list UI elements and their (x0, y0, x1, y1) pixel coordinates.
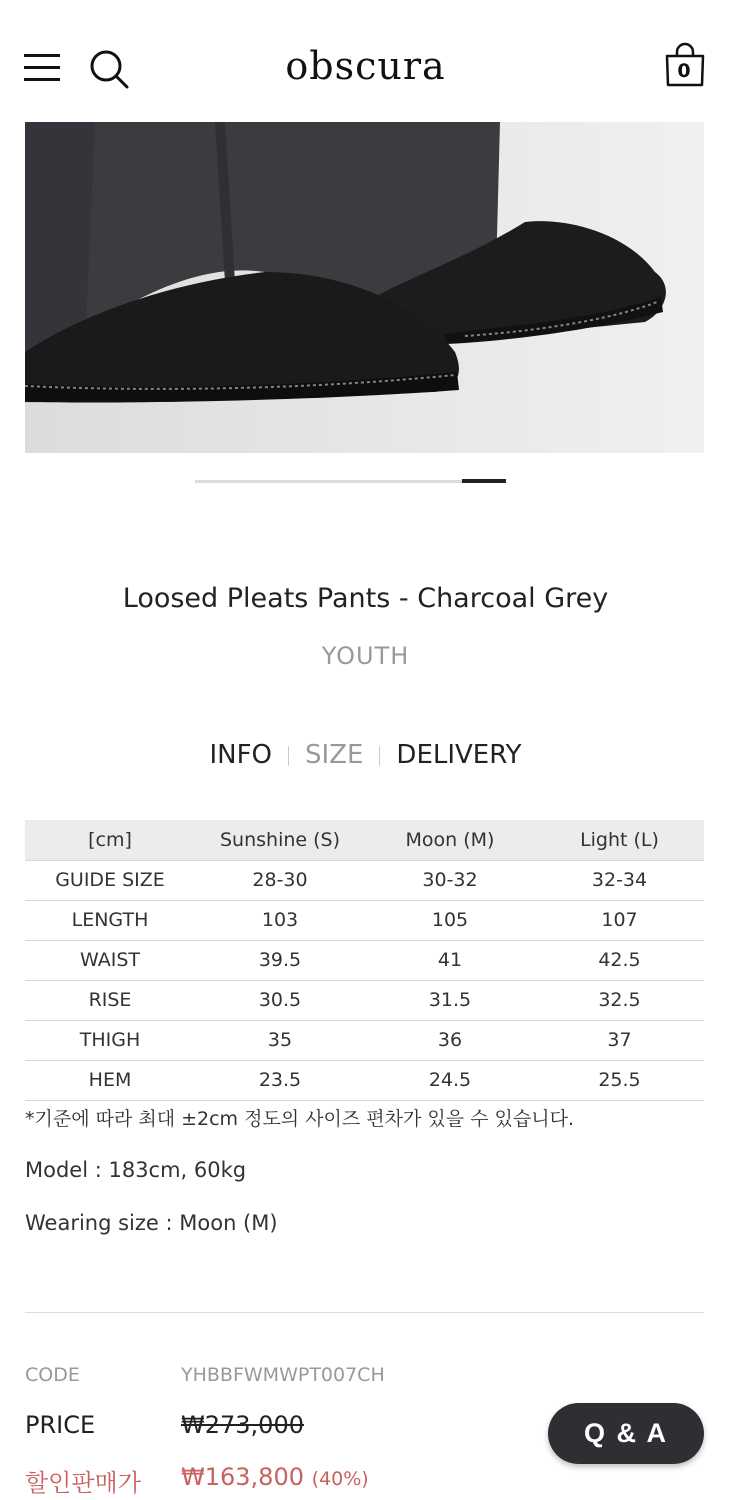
product-brand[interactable]: YOUTH (321, 642, 410, 670)
table-cell: 32.5 (535, 980, 704, 1020)
table-cell: HEM (25, 1060, 195, 1100)
tab-delivery[interactable]: DELIVERY (396, 740, 522, 770)
header (0, 0, 731, 122)
table-cell: 31.5 (365, 980, 535, 1020)
table-row (25, 1020, 704, 1060)
size-table-header-cell: Moon (M) (365, 820, 535, 860)
sale-price: ₩163,800 (181, 1463, 304, 1491)
table-cell: THIGH (25, 1020, 195, 1060)
table-cell: WAIST (25, 940, 195, 980)
size-table-header-cell: [cm] (25, 820, 195, 860)
model-info: Model : 183cm, 60kg (25, 1158, 247, 1182)
table-row (25, 860, 704, 900)
table-cell: 105 (365, 900, 535, 940)
table-cell: 30.5 (195, 980, 365, 1020)
code-label: CODE (25, 1364, 80, 1386)
table-cell: 107 (535, 900, 704, 940)
size-table-header (25, 820, 704, 860)
product-tabs (0, 740, 731, 770)
table-cell: 36 (365, 1020, 535, 1060)
table-row (25, 980, 704, 1020)
size-table-header-cell: Light (L) (535, 820, 704, 860)
table-cell: LENGTH (25, 900, 195, 940)
original-price: ₩273,000 (181, 1411, 304, 1439)
table-cell: 37 (535, 1020, 704, 1060)
table-cell: 103 (195, 900, 365, 940)
size-note: *기준에 따라 최대 ±2cm 정도의 사이즈 편차가 있을 수 있습니다. (25, 1108, 575, 1130)
table-row (25, 900, 704, 940)
table-cell: 42.5 (535, 940, 704, 980)
code-value: YHBBFWMWPT007CH (181, 1364, 385, 1386)
logo[interactable]: obscura (285, 44, 446, 88)
divider (25, 1312, 704, 1313)
table-cell: 32-34 (535, 860, 704, 900)
sale-label: 할인판매가 (25, 1469, 141, 1497)
product-title: Loosed Pleats Pants - Charcoal Grey (122, 583, 609, 614)
table-row (25, 940, 704, 980)
price-label: PRICE (25, 1411, 96, 1439)
table-cell: RISE (25, 980, 195, 1020)
sale-percent: (40%) (311, 1468, 369, 1490)
table-cell: 35 (195, 1020, 365, 1060)
tab-divider (379, 746, 380, 766)
tab-info[interactable]: INFO (209, 740, 272, 770)
size-table (25, 820, 704, 1101)
table-cell: 30-32 (365, 860, 535, 900)
table-cell: 23.5 (195, 1060, 365, 1100)
qa-button[interactable]: Q & A (548, 1403, 704, 1464)
product-image[interactable] (25, 122, 704, 453)
table-cell: 39.5 (195, 940, 365, 980)
table-row (25, 1060, 704, 1100)
slider-thumb[interactable] (462, 479, 506, 483)
size-table-header-cell: Sunshine (S) (195, 820, 365, 860)
cart-count[interactable]: 0 (677, 60, 691, 82)
slider-track[interactable] (195, 480, 506, 483)
table-cell: 28-30 (195, 860, 365, 900)
table-cell: 41 (365, 940, 535, 980)
table-cell: GUIDE SIZE (25, 860, 195, 900)
tab-divider (288, 746, 289, 766)
tab-size[interactable]: SIZE (305, 740, 364, 770)
table-cell: 24.5 (365, 1060, 535, 1100)
sale-price-group (181, 1463, 369, 1491)
table-cell: 25.5 (535, 1060, 704, 1100)
wearing-size: Wearing size : Moon (M) (25, 1211, 278, 1235)
